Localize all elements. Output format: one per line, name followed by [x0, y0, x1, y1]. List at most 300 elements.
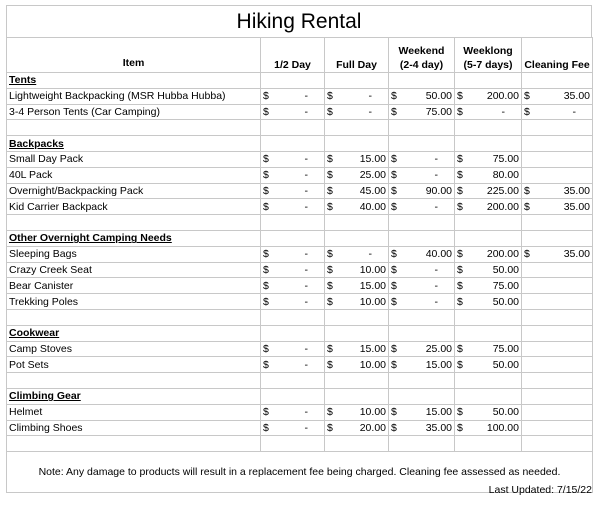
price-cell [325, 294, 389, 310]
price-cell [261, 341, 325, 357]
price-value: - [304, 184, 308, 197]
price-cell [522, 167, 593, 183]
price-cell [261, 246, 325, 262]
price-cell [261, 73, 325, 89]
price-value: 200.00 [486, 248, 519, 261]
price-cell [455, 388, 522, 404]
currency-symbol: $ [391, 342, 397, 355]
price-value: 25.00 [359, 169, 386, 182]
currency-symbol: $ [263, 358, 269, 371]
price-value: - [304, 358, 308, 371]
page-title: Hiking Rental [6, 5, 592, 37]
currency-symbol: $ [263, 90, 269, 103]
price-cell [389, 136, 455, 152]
column-header-half-day: 1/2 Day [261, 38, 325, 73]
price-value: 225.00 [486, 184, 519, 197]
item-name: Sleeping Bags [7, 246, 261, 262]
price-value: - [434, 200, 438, 213]
price-value: - [304, 153, 308, 166]
table-row [7, 167, 593, 183]
currency-symbol: $ [524, 90, 530, 103]
price-cell [389, 388, 455, 404]
price-cell [261, 183, 325, 199]
price-value: 10.00 [359, 263, 386, 276]
currency-symbol: $ [524, 184, 530, 197]
column-header-item: Item [7, 38, 261, 73]
price-cell [325, 104, 389, 120]
price-cell [261, 309, 325, 325]
item-name: Lightweight Backpacking (MSR Hubba Hubba) [7, 88, 261, 104]
price-cell [389, 373, 455, 389]
currency-symbol: $ [327, 295, 333, 308]
price-cell [522, 73, 593, 89]
price-cell [325, 73, 389, 89]
price-cell [522, 309, 593, 325]
price-cell [325, 262, 389, 278]
table-row [7, 294, 593, 310]
currency-symbol: $ [391, 105, 397, 118]
currency-symbol: $ [391, 358, 397, 371]
price-cell [389, 167, 455, 183]
price-cell [325, 436, 389, 452]
price-cell [455, 436, 522, 452]
table-row [7, 341, 593, 357]
price-value: - [434, 263, 438, 276]
item-name: Helmet [7, 404, 261, 420]
price-cell [261, 294, 325, 310]
price-cell [325, 136, 389, 152]
price-cell [261, 420, 325, 436]
currency-symbol: $ [457, 358, 463, 371]
price-cell [325, 278, 389, 294]
price-value: 20.00 [359, 421, 386, 434]
price-value: 35.00 [563, 200, 590, 213]
price-cell [389, 294, 455, 310]
price-value: 45.00 [359, 184, 386, 197]
price-cell [261, 167, 325, 183]
price-cell [325, 388, 389, 404]
price-cell [389, 325, 455, 341]
column-header-cleaning-fee: Cleaning Fee [522, 38, 593, 73]
price-value: - [304, 248, 308, 261]
price-value: 35.00 [425, 421, 452, 434]
price-value: - [304, 421, 308, 434]
currency-symbol: $ [457, 263, 463, 276]
price-cell [455, 325, 522, 341]
currency-symbol: $ [327, 105, 333, 118]
price-cell [389, 215, 455, 231]
currency-symbol: $ [263, 342, 269, 355]
table-row [7, 262, 593, 278]
price-value: 50.00 [425, 90, 452, 103]
blank-row [7, 373, 593, 389]
price-cell [261, 88, 325, 104]
price-cell [522, 373, 593, 389]
price-cell [325, 167, 389, 183]
item-name: Small Day Pack [7, 151, 261, 167]
price-value: 40.00 [425, 248, 452, 261]
item-name: Pot Sets [7, 357, 261, 373]
price-value: 50.00 [492, 263, 519, 276]
price-cell [522, 230, 593, 246]
price-cell [389, 199, 455, 215]
price-cell [325, 230, 389, 246]
price-cell [261, 104, 325, 120]
price-cell [261, 404, 325, 420]
currency-symbol: $ [457, 200, 463, 213]
price-cell [325, 246, 389, 262]
damage-note: Note: Any damage to products will result in a replacement fee being charged. Cleaning fee assessed as needed. [7, 452, 593, 493]
price-value: 75.00 [425, 105, 452, 118]
price-cell [455, 230, 522, 246]
price-cell [389, 278, 455, 294]
price-cell [522, 436, 593, 452]
column-header-weeklong: Weeklong (5-7 days) [455, 38, 522, 73]
price-cell [261, 215, 325, 231]
price-cell [389, 120, 455, 136]
item-name: Bear Canister [7, 278, 261, 294]
price-cell [261, 436, 325, 452]
price-cell [325, 120, 389, 136]
currency-symbol: $ [263, 421, 269, 434]
currency-symbol: $ [524, 105, 530, 118]
price-cell [522, 215, 593, 231]
price-cell [389, 246, 455, 262]
price-value: - [304, 105, 308, 118]
price-cell [325, 199, 389, 215]
currency-symbol: $ [457, 153, 463, 166]
price-value: 80.00 [492, 169, 519, 182]
currency-symbol: $ [391, 169, 397, 182]
price-value: 35.00 [563, 184, 590, 197]
price-value: - [572, 105, 576, 118]
price-cell [522, 151, 593, 167]
price-cell [522, 294, 593, 310]
price-value: - [501, 105, 505, 118]
price-value: 15.00 [359, 279, 386, 292]
price-value: 15.00 [425, 358, 452, 371]
currency-symbol: $ [327, 358, 333, 371]
blank-row [7, 436, 593, 452]
price-cell [455, 262, 522, 278]
price-cell [325, 357, 389, 373]
currency-symbol: $ [263, 184, 269, 197]
currency-symbol: $ [327, 200, 333, 213]
price-cell [325, 309, 389, 325]
currency-symbol: $ [327, 421, 333, 434]
price-value: 75.00 [492, 279, 519, 292]
price-value: - [304, 279, 308, 292]
category-row [7, 136, 593, 152]
price-cell [455, 104, 522, 120]
currency-symbol: $ [457, 342, 463, 355]
item-name [7, 309, 261, 325]
price-cell [325, 341, 389, 357]
column-header-weekend: Weekend (2-4 day) [389, 38, 455, 73]
price-cell [522, 278, 593, 294]
price-cell [455, 404, 522, 420]
currency-symbol: $ [327, 279, 333, 292]
price-cell [389, 104, 455, 120]
price-cell [455, 73, 522, 89]
item-name [7, 436, 261, 452]
currency-symbol: $ [263, 105, 269, 118]
price-value: 50.00 [492, 406, 519, 419]
blank-row [7, 309, 593, 325]
price-value: 40.00 [359, 200, 386, 213]
price-cell [522, 325, 593, 341]
price-cell [455, 294, 522, 310]
price-cell [389, 341, 455, 357]
price-value: 10.00 [359, 358, 386, 371]
price-cell [261, 151, 325, 167]
currency-symbol: $ [457, 169, 463, 182]
price-cell [389, 230, 455, 246]
category-row [7, 325, 593, 341]
price-cell [455, 183, 522, 199]
currency-symbol: $ [524, 248, 530, 261]
currency-symbol: $ [391, 406, 397, 419]
price-cell [522, 420, 593, 436]
item-name [7, 120, 261, 136]
price-value: 35.00 [563, 90, 590, 103]
category-row [7, 73, 593, 89]
category-label: Cookwear [7, 325, 261, 341]
currency-symbol: $ [524, 200, 530, 213]
table-row [7, 183, 593, 199]
price-value: - [304, 263, 308, 276]
price-value: 200.00 [486, 90, 519, 103]
price-cell [389, 404, 455, 420]
price-cell [455, 136, 522, 152]
category-label: Climbing Gear [7, 388, 261, 404]
item-name: Overnight/Backpacking Pack [7, 183, 261, 199]
price-cell [325, 325, 389, 341]
item-name [7, 215, 261, 231]
price-value: 75.00 [492, 342, 519, 355]
price-cell [261, 373, 325, 389]
currency-symbol: $ [263, 169, 269, 182]
table-row [7, 246, 593, 262]
category-row [7, 388, 593, 404]
item-name: Climbing Shoes [7, 420, 261, 436]
currency-symbol: $ [457, 248, 463, 261]
price-cell [389, 151, 455, 167]
item-name: 40L Pack [7, 167, 261, 183]
price-value: 90.00 [425, 184, 452, 197]
price-cell [455, 278, 522, 294]
item-name: Crazy Creek Seat [7, 262, 261, 278]
currency-symbol: $ [391, 153, 397, 166]
column-header-full-day: Full Day [325, 38, 389, 73]
price-cell [325, 420, 389, 436]
currency-symbol: $ [263, 200, 269, 213]
category-row [7, 230, 593, 246]
price-value: - [434, 295, 438, 308]
price-value: 15.00 [359, 153, 386, 166]
price-cell [455, 341, 522, 357]
price-cell [261, 199, 325, 215]
price-cell [455, 167, 522, 183]
currency-symbol: $ [327, 248, 333, 261]
currency-symbol: $ [457, 295, 463, 308]
currency-symbol: $ [457, 184, 463, 197]
price-value: - [304, 342, 308, 355]
currency-symbol: $ [263, 248, 269, 261]
price-cell [455, 120, 522, 136]
price-value: - [304, 90, 308, 103]
table-row [7, 104, 593, 120]
price-cell [455, 357, 522, 373]
currency-symbol: $ [263, 263, 269, 276]
price-cell [522, 104, 593, 120]
item-name: Camp Stoves [7, 341, 261, 357]
price-value: - [434, 169, 438, 182]
price-cell [522, 262, 593, 278]
category-label: Backpacks [7, 136, 261, 152]
price-cell [455, 199, 522, 215]
price-value: 200.00 [486, 200, 519, 213]
price-cell [522, 199, 593, 215]
item-name: 3-4 Person Tents (Car Camping) [7, 104, 261, 120]
price-cell [325, 215, 389, 231]
rental-price-table [6, 37, 593, 493]
price-value: 15.00 [359, 342, 386, 355]
currency-symbol: $ [457, 421, 463, 434]
price-cell [325, 183, 389, 199]
currency-symbol: $ [391, 279, 397, 292]
currency-symbol: $ [391, 263, 397, 276]
price-value: - [304, 169, 308, 182]
price-cell [522, 404, 593, 420]
price-value: 10.00 [359, 295, 386, 308]
price-cell [261, 325, 325, 341]
price-cell [522, 246, 593, 262]
price-cell [455, 88, 522, 104]
currency-symbol: $ [391, 421, 397, 434]
price-cell [522, 341, 593, 357]
price-cell [389, 436, 455, 452]
price-cell [325, 404, 389, 420]
currency-symbol: $ [457, 90, 463, 103]
price-value: - [304, 406, 308, 419]
blank-row [7, 120, 593, 136]
price-value: - [368, 248, 372, 261]
price-value: - [368, 90, 372, 103]
price-value: - [368, 105, 372, 118]
price-cell [522, 136, 593, 152]
price-cell [455, 151, 522, 167]
price-cell [389, 357, 455, 373]
table-row [7, 357, 593, 373]
price-cell [389, 183, 455, 199]
price-value: - [304, 200, 308, 213]
price-cell [261, 357, 325, 373]
price-cell [261, 120, 325, 136]
price-value: - [304, 295, 308, 308]
price-value: 50.00 [492, 295, 519, 308]
price-value: 15.00 [425, 406, 452, 419]
price-cell [389, 309, 455, 325]
blank-row [7, 215, 593, 231]
currency-symbol: $ [457, 105, 463, 118]
currency-symbol: $ [327, 184, 333, 197]
price-cell [325, 151, 389, 167]
currency-symbol: $ [327, 153, 333, 166]
currency-symbol: $ [263, 295, 269, 308]
price-cell [522, 388, 593, 404]
price-cell [455, 215, 522, 231]
table-row [7, 404, 593, 420]
price-cell [455, 309, 522, 325]
currency-symbol: $ [391, 248, 397, 261]
price-value: 50.00 [492, 358, 519, 371]
price-value: 100.00 [486, 421, 519, 434]
price-cell [389, 88, 455, 104]
price-cell [325, 88, 389, 104]
currency-symbol: $ [391, 90, 397, 103]
price-value: 75.00 [492, 153, 519, 166]
price-value: 35.00 [563, 248, 590, 261]
price-cell [455, 246, 522, 262]
price-value: - [434, 153, 438, 166]
price-cell [389, 262, 455, 278]
table-row [7, 199, 593, 215]
table-row [7, 151, 593, 167]
price-cell [389, 73, 455, 89]
currency-symbol: $ [327, 90, 333, 103]
currency-symbol: $ [327, 342, 333, 355]
currency-symbol: $ [327, 169, 333, 182]
item-name: Kid Carrier Backpack [7, 199, 261, 215]
price-cell [261, 136, 325, 152]
rental-sheet [6, 5, 592, 493]
category-label: Other Overnight Camping Needs [7, 230, 261, 246]
price-cell [261, 388, 325, 404]
table-row [7, 88, 593, 104]
header-row [7, 38, 593, 73]
currency-symbol: $ [263, 153, 269, 166]
table-row [7, 278, 593, 294]
price-value: 10.00 [359, 406, 386, 419]
price-cell [455, 373, 522, 389]
currency-symbol: $ [391, 200, 397, 213]
price-cell [261, 262, 325, 278]
price-value: 25.00 [425, 342, 452, 355]
price-cell [389, 420, 455, 436]
price-cell [522, 120, 593, 136]
currency-symbol: $ [263, 279, 269, 292]
item-name: Trekking Poles [7, 294, 261, 310]
currency-symbol: $ [391, 295, 397, 308]
price-cell [261, 230, 325, 246]
table-row [7, 420, 593, 436]
last-updated: Last Updated: 7/15/22 [488, 484, 592, 496]
item-name [7, 373, 261, 389]
price-value: - [434, 279, 438, 292]
currency-symbol: $ [457, 279, 463, 292]
currency-symbol: $ [457, 406, 463, 419]
price-cell [522, 183, 593, 199]
price-cell [261, 278, 325, 294]
currency-symbol: $ [263, 406, 269, 419]
price-cell [522, 357, 593, 373]
price-cell [522, 88, 593, 104]
currency-symbol: $ [391, 184, 397, 197]
currency-symbol: $ [327, 406, 333, 419]
category-label: Tents [7, 73, 261, 89]
price-cell [325, 373, 389, 389]
